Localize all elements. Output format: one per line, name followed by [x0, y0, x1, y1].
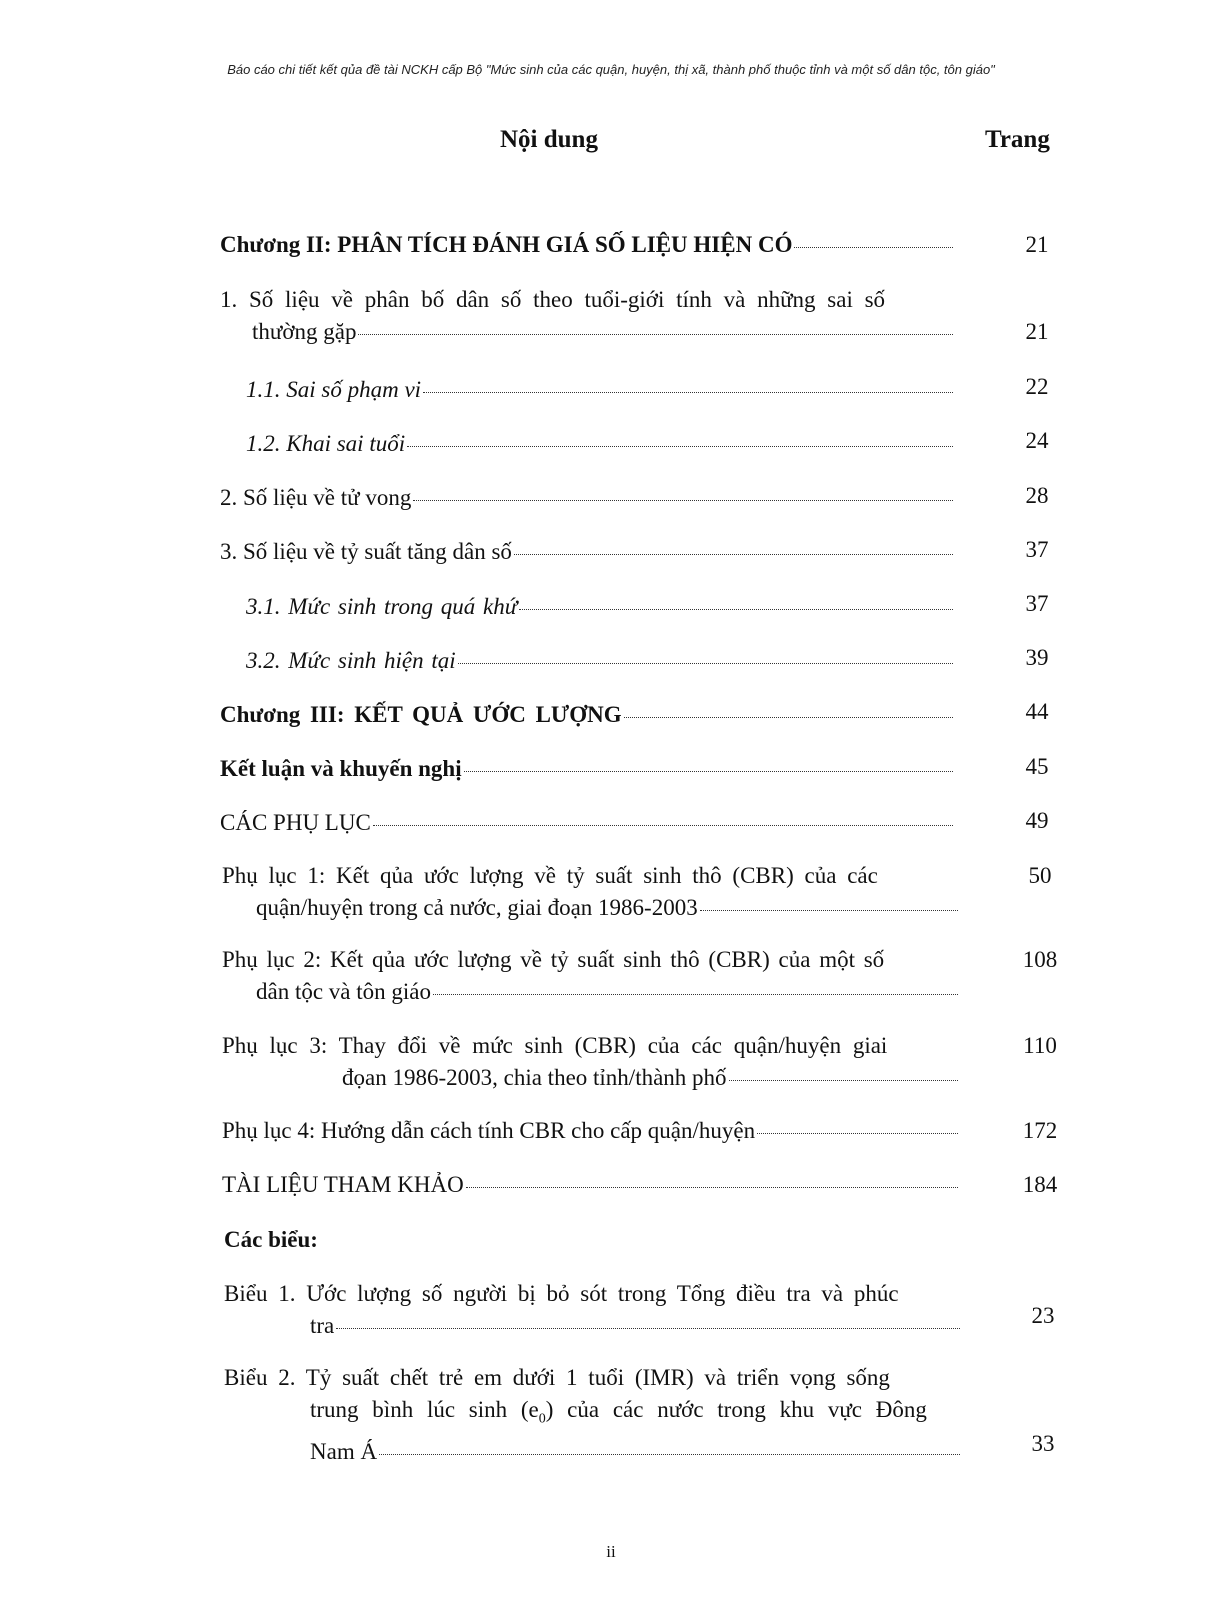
toc-page-number: 44 [1025, 699, 1049, 724]
toc-entry-text: 1.1. Sai số phạm vi [246, 377, 422, 402]
toc-entry-text: Kết luận và khuyến nghị [220, 756, 462, 781]
toc-page-number: 108 [1022, 947, 1058, 972]
toc-entry [220, 229, 955, 261]
page-number-footer: ii [606, 1542, 616, 1561]
leader-dots [624, 717, 953, 718]
leader-dots [373, 825, 953, 826]
toc-entry-text: Chương III: KẾT QUẢ ƯỚC LƯỢNG [220, 702, 622, 727]
toc-page-number: 37 [1025, 537, 1049, 562]
toc-entry [224, 1278, 962, 1342]
toc-entry-text: 3.2. Mức sinh hiện tại [246, 648, 456, 673]
leader-dots [466, 1187, 958, 1188]
leader-dots [729, 1080, 958, 1081]
toc-entry [222, 1030, 960, 1094]
toc-entry-text: Chương II: PHÂN TÍCH ĐÁNH GIÁ SỐ LIỆU HIỆN CÓ [220, 232, 793, 257]
toc-entry-text: CÁC PHỤ LỤC [220, 810, 371, 835]
toc-entry [222, 1169, 960, 1201]
leader-dots [464, 771, 953, 772]
toc-entry [246, 645, 955, 677]
toc-entry-text: 1. Số liệu về phân bố dân số theo tuổi-giới tính và những sai số [220, 287, 886, 312]
toc-page-number: 22 [1025, 374, 1049, 399]
toc-page-number: 21 [1025, 319, 1049, 344]
document-header: Báo cáo chi tiết kết qủa đề tài NCKH cấp Bộ "Mức sinh của các quận, huyện, thị xã, thành phố thuộc tỉnh và một số dân tộc, tôn giáo" [227, 62, 995, 77]
toc-page-number: 45 [1025, 754, 1049, 779]
toc-entry [246, 591, 955, 623]
toc-page-number: 49 [1025, 808, 1049, 833]
toc-entry-text-continued: Nam Á [310, 1438, 378, 1464]
toc-entry-text: 1.2. Khai sai tuổi [246, 431, 406, 456]
toc-entry-text-continued: quận/huyện trong cả nước, giai đoạn 1986-2003 [256, 895, 698, 920]
toc-entry [220, 699, 955, 731]
toc-entry [246, 428, 955, 460]
toc-entry-text: Các biểu: [224, 1227, 318, 1252]
toc-entry-text: 3. Số liệu về tỷ suất tăng dân số [220, 539, 512, 564]
leader-dots [358, 334, 953, 335]
toc-entry-text: Phụ lục 4: Hướng dẫn cách tính CBR cho cấp quận/huyện [222, 1118, 756, 1143]
toc-entry [222, 1115, 960, 1147]
leader-dots [379, 1454, 960, 1455]
page-column-title: Trang [985, 126, 1050, 153]
toc-entry [220, 284, 955, 348]
subscript: 0 [538, 1411, 546, 1427]
leader-dots [757, 1133, 958, 1134]
leader-dots [514, 554, 953, 555]
toc-entry-text-continued [310, 1394, 927, 1436]
leader-dots [407, 446, 953, 447]
toc-entry-text-continued: dân tộc và tôn giáo [256, 979, 432, 1004]
leader-dots [336, 1328, 960, 1329]
toc-entry-text: TÀI LIỆU THAM KHẢO [222, 1172, 464, 1197]
toc-page-number: 39 [1025, 645, 1049, 670]
leader-dots [700, 910, 958, 911]
toc-page-number: 50 [1028, 863, 1052, 888]
toc-entry [220, 807, 955, 839]
toc-page-number: 28 [1025, 483, 1049, 508]
leader-dots [413, 500, 953, 501]
toc-page-number: 33 [1031, 1431, 1055, 1456]
leader-dots [433, 994, 958, 995]
toc-entry-text: Biểu 2. Tỷ suất chết trẻ em dưới 1 tuổi (IMR) và triển vọng sống [224, 1365, 890, 1390]
toc-entry-text-continued: tra [310, 1313, 335, 1338]
toc-entry [224, 1362, 962, 1468]
toc-page-number: 24 [1025, 428, 1049, 453]
toc-entry-text: Phụ lục 3: Thay đổi về mức sinh (CBR) của các quận/huyện giai [222, 1033, 888, 1058]
leader-dots [423, 392, 953, 393]
toc-entry-text-continued: thường gặp [252, 319, 357, 344]
toc-page-number: 21 [1025, 232, 1049, 257]
toc-entry-text: Biểu 1. Ước lượng số người bị bỏ sót trong Tổng điều tra và phúc [224, 1281, 899, 1306]
toc-entry-text: Phụ lục 1: Kết qủa ước lượng về tỷ suất sinh thô (CBR) của các [222, 863, 878, 888]
toc-entry [222, 944, 960, 1008]
toc-entry-text: 3.1. Mức sinh trong quá khứ [246, 594, 518, 619]
content-column-title: Nội dung [500, 126, 598, 153]
text-fragment: ) của các nước trong khu vực Đông [545, 1397, 927, 1422]
toc-entry [246, 374, 955, 406]
leader-dots [519, 609, 953, 610]
leader-dots [458, 663, 953, 664]
toc-entry [222, 860, 960, 924]
toc-entry [220, 753, 955, 785]
toc-page-number: 172 [1022, 1118, 1058, 1143]
toc-page-number: 110 [1023, 1033, 1057, 1058]
toc-page-number: 37 [1025, 591, 1049, 616]
leader-dots [794, 247, 953, 248]
toc-page-number: 184 [1022, 1172, 1058, 1197]
toc-page-number: 23 [1031, 1303, 1055, 1328]
toc-entry-text: 2. Số liệu về tử vong [220, 485, 412, 510]
toc-entry-text: Phụ lục 2: Kết qủa ước lượng về tỷ suất sinh thô (CBR) của một số [222, 947, 885, 972]
toc-entry [220, 482, 955, 514]
text-fragment: trung bình lúc sinh (e [310, 1397, 539, 1422]
toc-entry [220, 536, 955, 568]
toc-section-heading [224, 1224, 318, 1256]
toc-entry-text-continued: đọan 1986-2003, chia theo tỉnh/thành phố [342, 1065, 727, 1090]
